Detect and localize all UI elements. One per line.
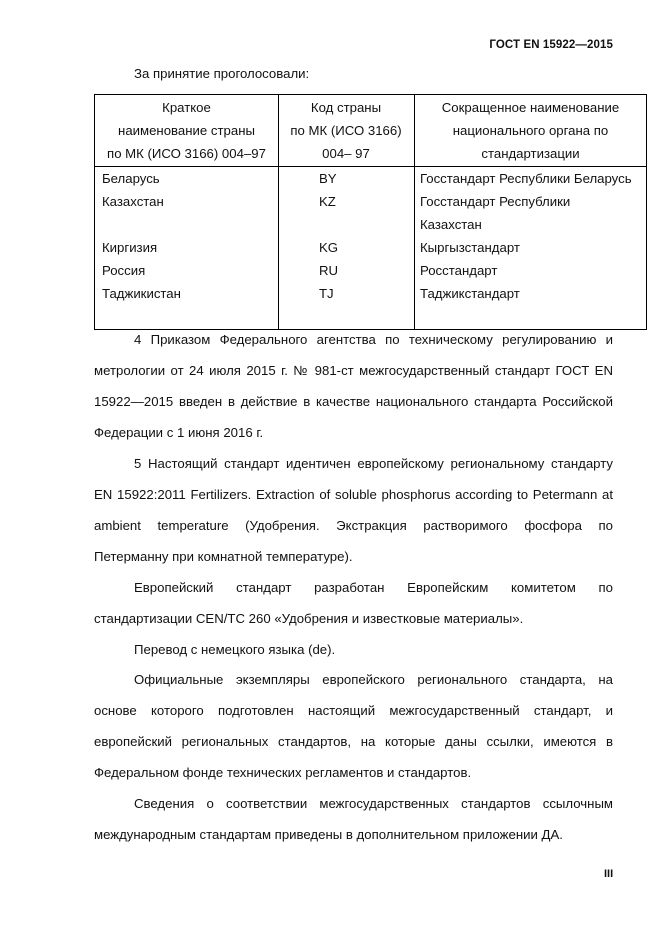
paragraph-references: Сведения о соответствии межгосударственных стандартов ссылочным международным стандартам приведены в дополнительном приложении ДА. — [94, 796, 613, 842]
document-code: ГОСТ EN 15922—2015 — [489, 39, 613, 51]
cell-country: Киргизия — [102, 240, 158, 255]
header-code — [278, 95, 414, 166]
header-text: Краткое — [162, 100, 211, 115]
cell-organ: Росстандарт — [420, 263, 498, 278]
cell-code: KZ — [319, 194, 336, 209]
cell-code: BY — [319, 171, 337, 186]
cell-organ: Госстандарт Республики Беларусь — [420, 171, 632, 186]
header-text: Код страны — [310, 100, 382, 115]
header-country — [95, 95, 278, 166]
table-header-divider — [95, 166, 646, 167]
page-number: III — [604, 868, 614, 880]
voting-table — [94, 94, 647, 330]
header-text: по МК (ИСО 3166) — [290, 123, 402, 138]
cell-country: Россия — [102, 263, 146, 278]
voting-intro: За принятие проголосовали: — [134, 66, 310, 81]
cell-country: Таджикистан — [102, 286, 181, 301]
cell-country: Казахстан — [102, 194, 164, 209]
cell-organ: Казахстан — [420, 217, 482, 232]
header-text: стандартизации — [481, 146, 580, 161]
cell-code: KG — [319, 240, 339, 255]
paragraph-official-copies: Официальные экземпляры европейского регионального стандарта, на основе которого подготовлен настоящий межгосударственный стандарт, и европейский региональных стандартов, на которые даны ссылки, имеются в Федеральном фонде технических регламентов и стандартов. — [94, 672, 613, 780]
cell-country: Беларусь — [102, 171, 160, 186]
cell-organ: Госстандарт Республики — [420, 194, 571, 209]
paragraph-4: 4 Приказом Федерального агентства по техническому регулированию и метрологии от 24 июля 2015 г. № 981-ст межгосударственный стандарт ГОСТ EN 15922—2015 введен в действие в качестве национального стандарта Российской Федерации с 1 июня 2016 г. — [94, 332, 613, 440]
header-text: по МК (ИСО 3166) 004–97 — [107, 146, 266, 161]
cell-organ: Кыргызстандарт — [420, 240, 520, 255]
cell-code: RU — [319, 263, 339, 278]
header-organ — [414, 95, 647, 166]
header-text: национального органа по — [452, 123, 609, 138]
paragraph-developer: Европейский стандарт разработан Европейским комитетом по стандартизации CEN/TC 260 «Удобрения и известковые материалы». — [94, 580, 613, 626]
cell-organ: Таджикстандарт — [420, 286, 520, 301]
header-text: 004– 97 — [322, 146, 370, 161]
paragraph-5: 5 Настоящий стандарт идентичен европейскому региональному стандарту EN 15922:2011 Fertilizers. Extraction of soluble phosphorus according to Petermann at ambient temperature (Удобрения. Экстракция растворимого фосфора по Петерманну при комнатной температуре). — [94, 456, 613, 564]
header-text: наименование страны — [118, 123, 255, 138]
paragraph-translation: Перевод с немецкого языка (de). — [134, 642, 336, 657]
header-text: Сокращенное наименование — [441, 100, 620, 115]
cell-code: TJ — [319, 286, 334, 301]
